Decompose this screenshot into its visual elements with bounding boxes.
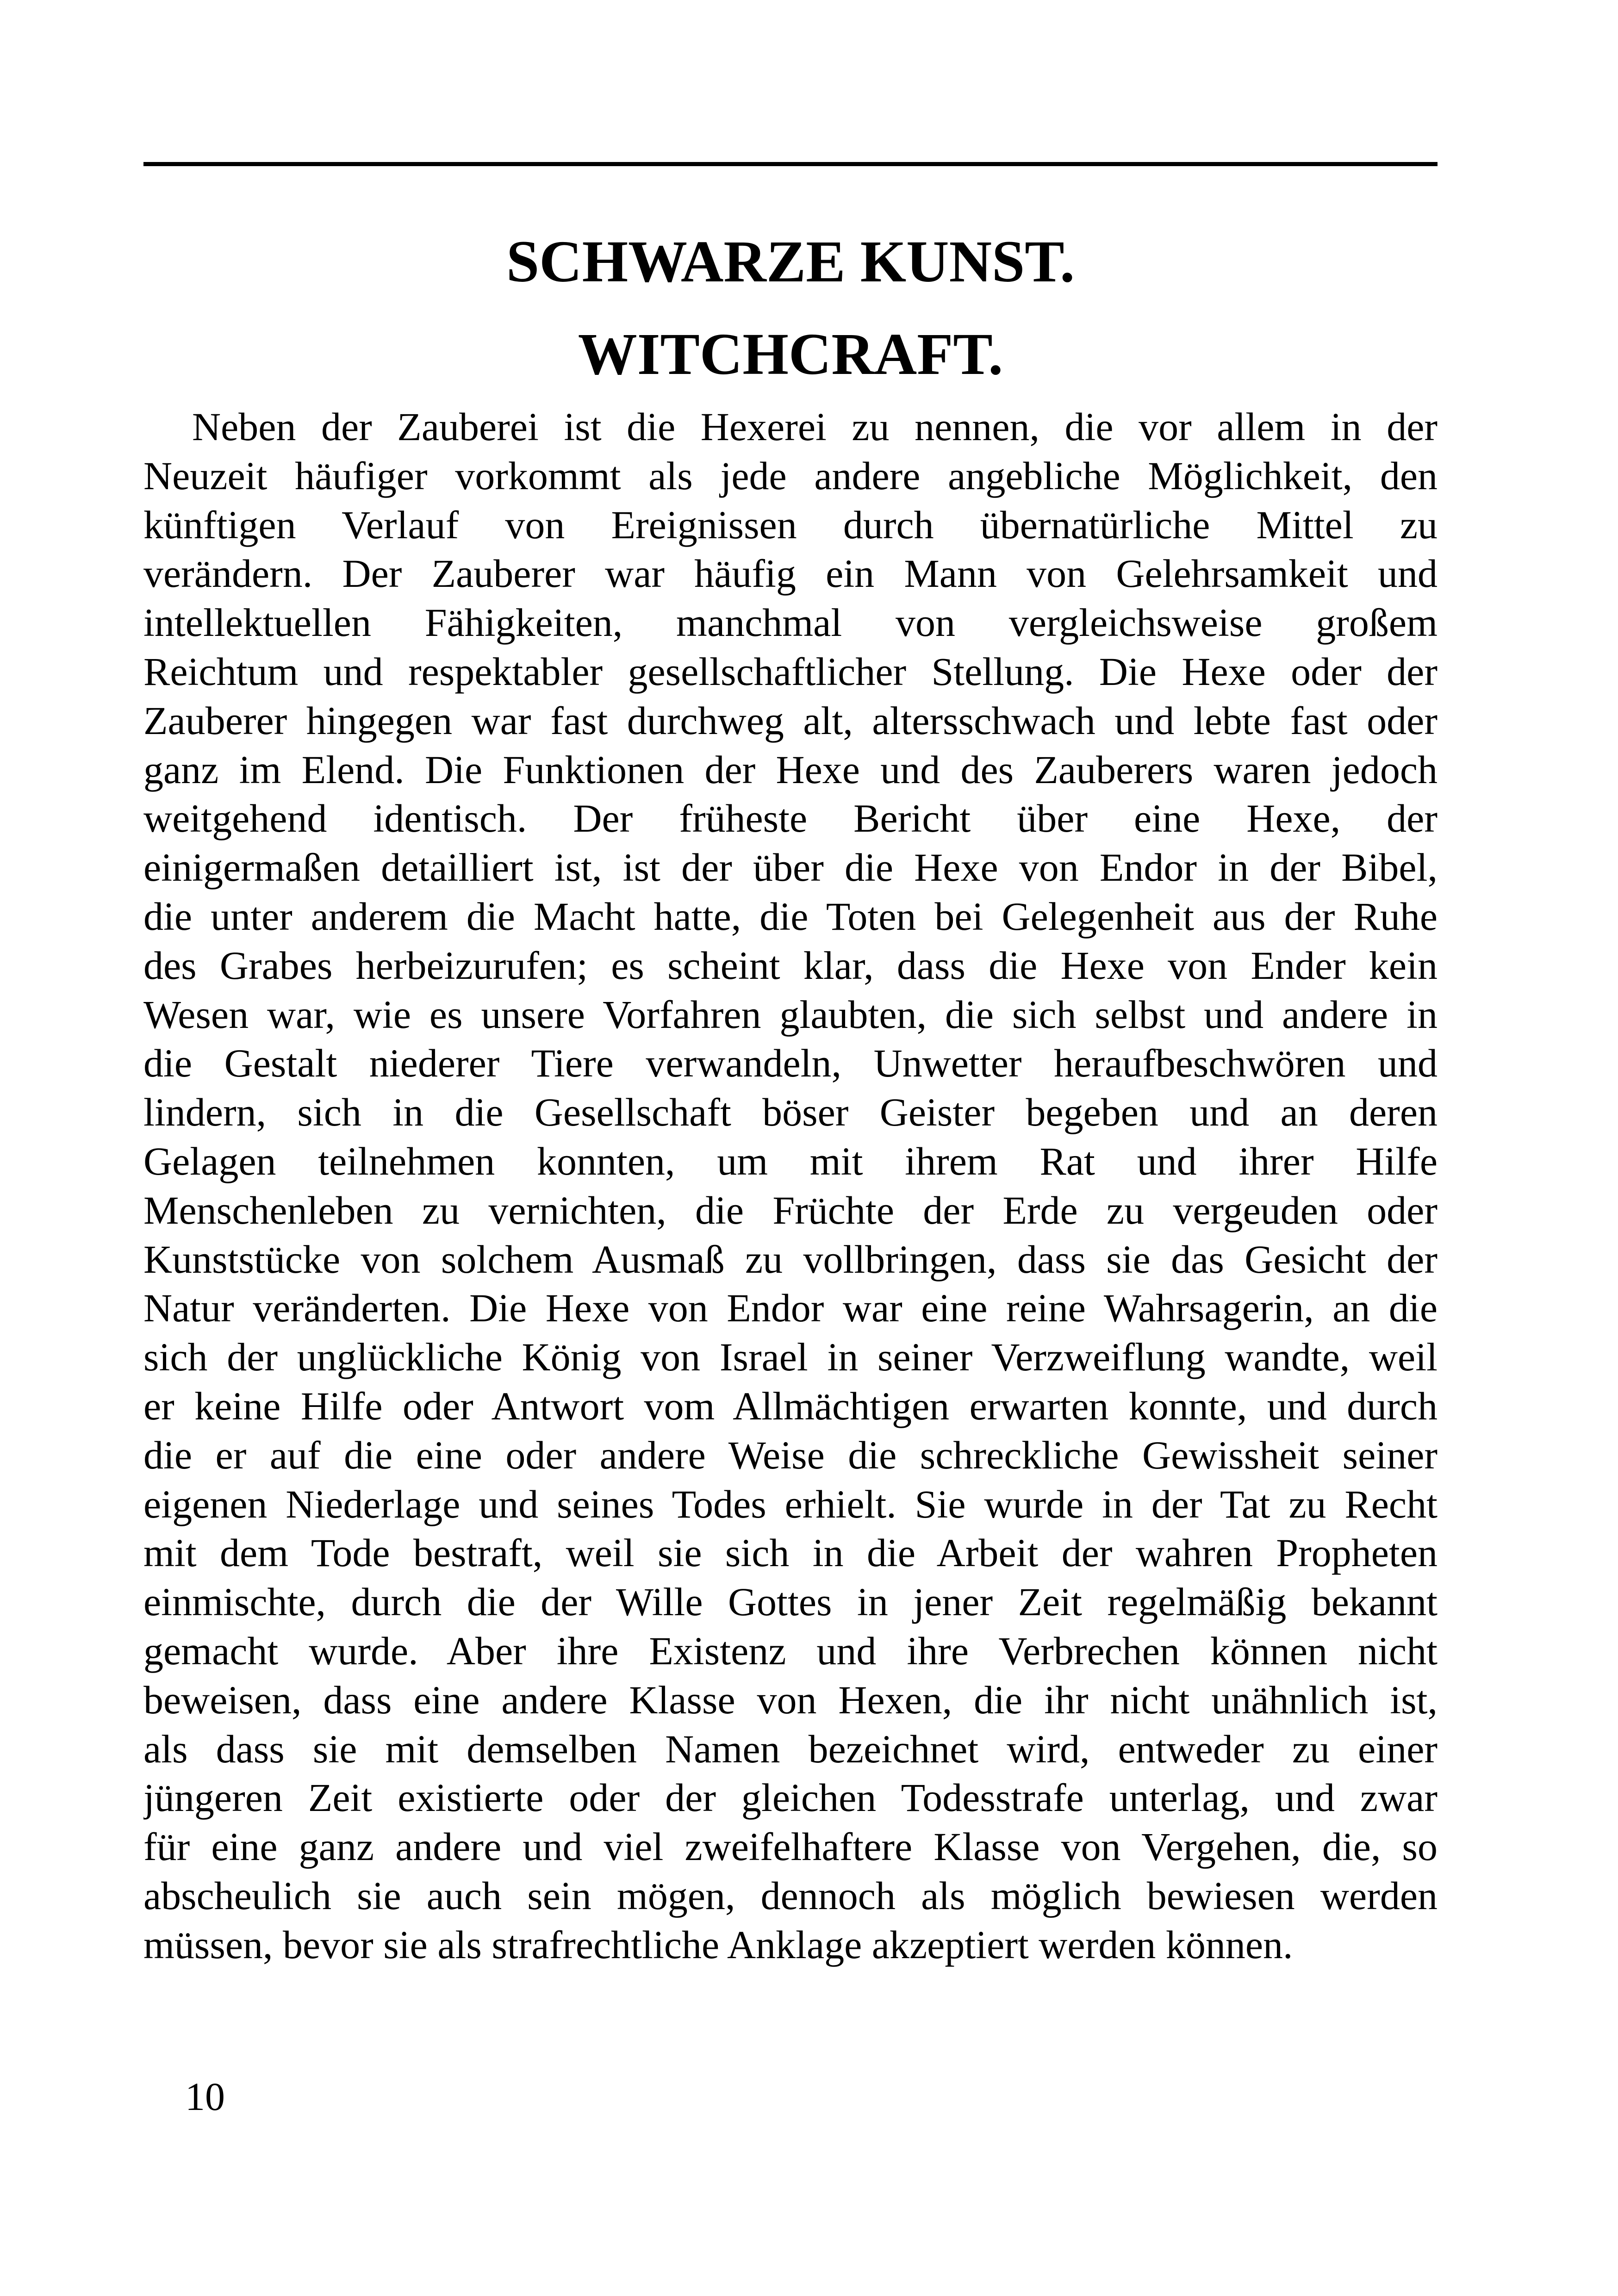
paragraph-line: jüngeren Zeit existierte oder der gleichen Todesstrafe unterlag, und zwar bbox=[143, 1775, 1438, 1820]
paragraph-line: die unter anderem die Macht hatte, die Toten bei Gelegenheit aus der Ruhe bbox=[143, 894, 1438, 939]
paragraph-line: die Gestalt niederer Tiere verwandeln, Unwetter heraufbeschwören und bbox=[143, 1041, 1438, 1086]
paragraph-line: er keine Hilfe oder Antwort vom Allmächtigen erwarten konnte, und durch bbox=[143, 1383, 1438, 1428]
paragraph-line: künftigen Verlauf von Ereignissen durch übernatürliche Mittel zu bbox=[143, 502, 1438, 547]
paragraph-line: Natur veränderten. Die Hexe von Endor war eine reine Wahrsagerin, an die bbox=[143, 1286, 1438, 1331]
paragraph-line: lindern, sich in die Gesellschaft böser Geister begeben und an deren bbox=[143, 1090, 1438, 1135]
chapter-title-german: SCHWARZE KUNST. bbox=[506, 229, 1075, 294]
paragraph-line: Zauberer hingegen war fast durchweg alt, altersschwach und lebte fast oder bbox=[143, 698, 1438, 743]
paragraph-line: Neben der Zauberei ist die Hexerei zu nennen, die vor allem in der bbox=[192, 404, 1438, 449]
chapter-title-english: WITCHCRAFT. bbox=[578, 321, 1003, 387]
paragraph-line: die er auf die eine oder andere Weise die schreckliche Gewissheit seiner bbox=[143, 1432, 1438, 1477]
paragraph-line: abscheulich sie auch sein mögen, dennoch als möglich bewiesen werden bbox=[143, 1873, 1438, 1918]
paragraph-line: sich der unglückliche König von Israel in seiner Verzweiflung wandte, weil bbox=[143, 1335, 1438, 1380]
paragraph-line: einmischte, durch die der Wille Gottes in jener Zeit regelmäßig bekannt bbox=[143, 1580, 1438, 1624]
top-rule bbox=[143, 162, 1438, 166]
paragraph-line: müssen, bevor sie als strafrechtliche Anklage akzeptiert werden können. bbox=[143, 1922, 1293, 1967]
paragraph-line: gemacht wurde. Aber ihre Existenz und ihre Verbrechen können nicht bbox=[143, 1628, 1438, 1673]
paragraph-line: intellektuellen Fähigkeiten, manchmal von vergleichsweise großem bbox=[143, 600, 1438, 645]
body-paragraph bbox=[143, 403, 1438, 1970]
paragraph-line: einigermaßen detailliert ist, ist der über die Hexe von Endor in der Bibel, bbox=[143, 845, 1438, 890]
paragraph-line: beweisen, dass eine andere Klasse von Hexen, die ihr nicht unähnlich ist, bbox=[143, 1677, 1438, 1722]
paragraph-line: verändern. Der Zauberer war häufig ein Mann von Gelehrsamkeit und bbox=[143, 551, 1438, 596]
paragraph-line: weitgehend identisch. Der früheste Bericht über eine Hexe, der bbox=[143, 796, 1438, 841]
paragraph-line: für eine ganz andere und viel zweifelhaftere Klasse von Vergehen, die, so bbox=[143, 1824, 1438, 1869]
paragraph-line: Wesen war, wie es unsere Vorfahren glaubten, die sich selbst und andere in bbox=[143, 992, 1438, 1037]
paragraph-line: Reichtum und respektabler gesellschaftlicher Stellung. Die Hexe oder der bbox=[143, 649, 1438, 694]
paragraph-line: mit dem Tode bestraft, weil sie sich in die Arbeit der wahren Propheten bbox=[143, 1531, 1438, 1575]
paragraph-line: Neuzeit häufiger vorkommt als jede andere angebliche Möglichkeit, den bbox=[143, 453, 1438, 498]
paragraph-line: als dass sie mit demselben Namen bezeichnet wird, entweder zu einer bbox=[143, 1726, 1438, 1771]
paragraph-line: eigenen Niederlage und seines Todes erhielt. Sie wurde in der Tat zu Recht bbox=[143, 1481, 1438, 1526]
paragraph-line: des Grabes herbeizurufen; es scheint klar, dass die Hexe von Ender kein bbox=[143, 943, 1438, 988]
paragraph-line: ganz im Elend. Die Funktionen der Hexe und des Zauberers waren jedoch bbox=[143, 747, 1438, 792]
paragraph-line: Gelagen teilnehmen konnten, um mit ihrem Rat und ihrer Hilfe bbox=[143, 1139, 1438, 1183]
paragraph-line: Menschenleben zu vernichten, die Früchte der Erde zu vergeuden oder bbox=[143, 1188, 1438, 1232]
paragraph-line: Kunststücke von solchem Ausmaß zu vollbringen, dass sie das Gesicht der bbox=[143, 1237, 1438, 1282]
page-number: 10 bbox=[185, 2074, 225, 2119]
